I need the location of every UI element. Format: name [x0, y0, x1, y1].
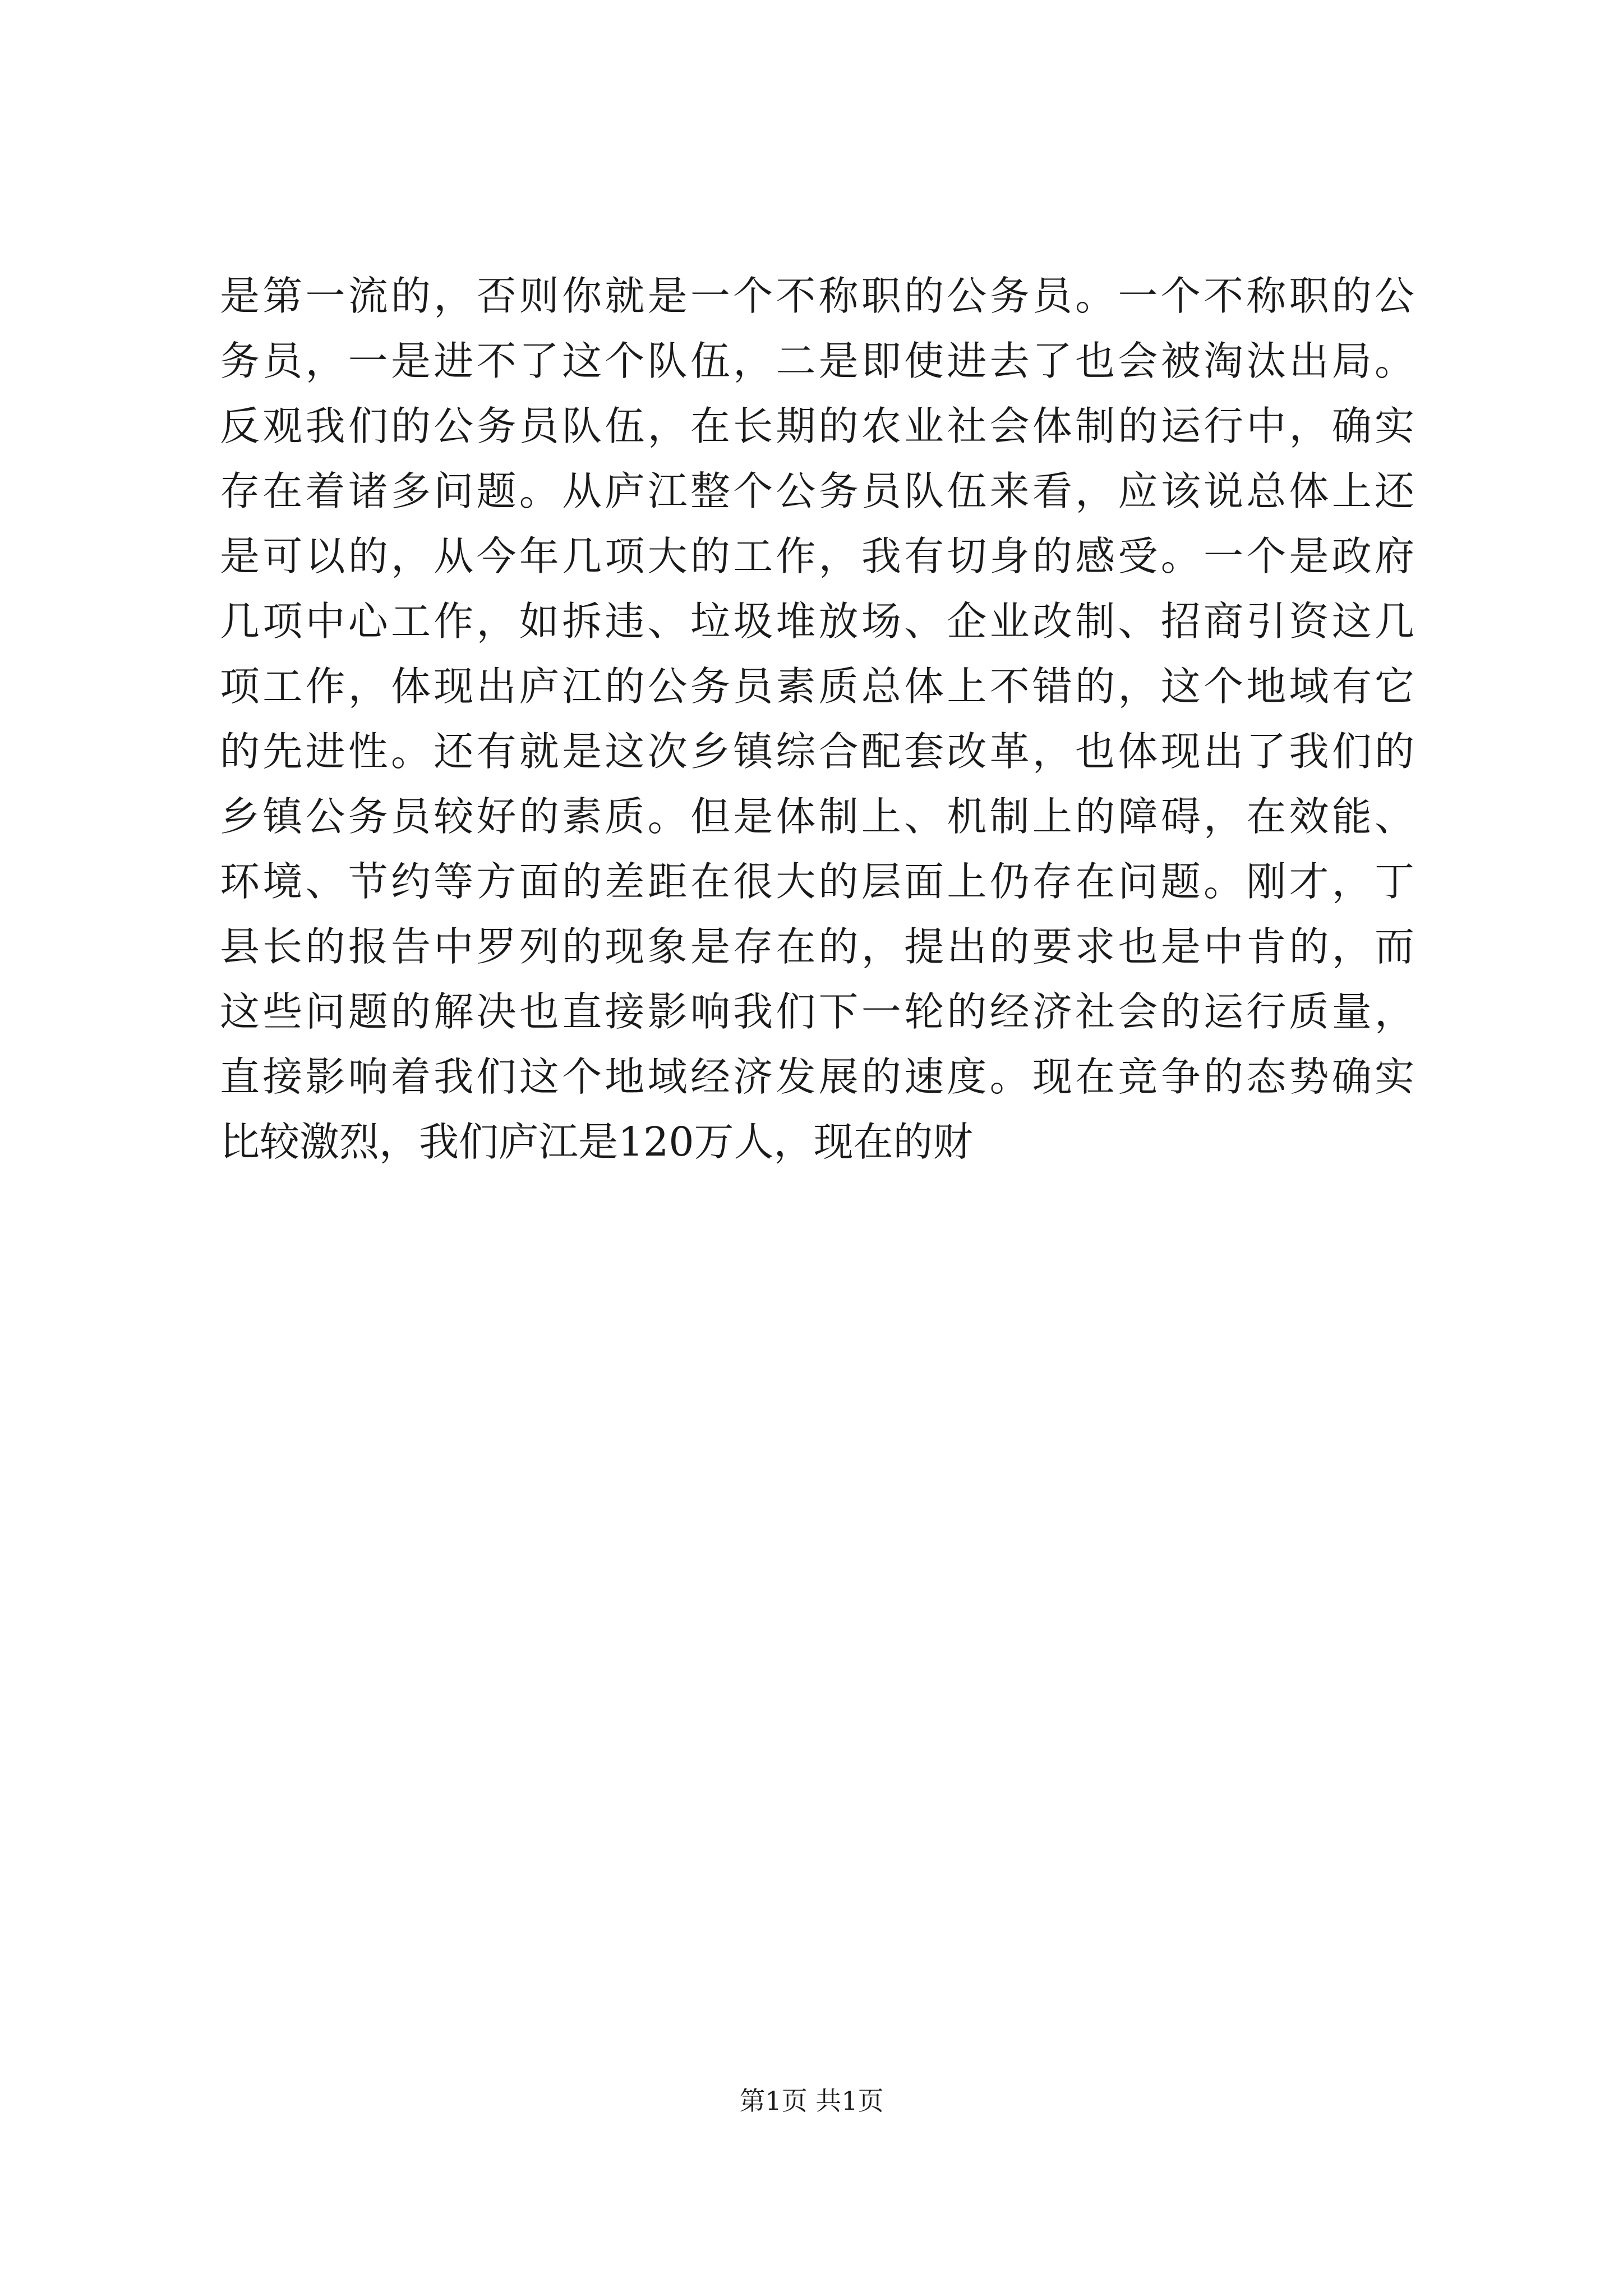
- text-line: 比较激烈，我们庐江是120万人，现在的财: [220, 1119, 973, 1165]
- text-line: 是第一流的，否则你就是一个不称职的公务员。一个不称职的公: [220, 273, 1414, 319]
- text-line: 项工作，体现出庐江的公务员素质总体上不错的，这个地域有它: [220, 663, 1414, 710]
- page-footer: 第1页 共1页: [739, 2086, 884, 2116]
- text-line: 乡镇公务员较好的素质。但是体制上、机制上的障碍，在效能、: [220, 793, 1414, 840]
- text-line: 存在着诸多问题。从庐江整个公务员队伍来看，应该说总体上还: [220, 468, 1414, 514]
- text-line: 反观我们的公务员队伍，在长期的农业社会体制的运行中，确实: [220, 403, 1414, 449]
- text-line: 县长的报告中罗列的现象是存在的，提出的要求也是中肯的，而: [220, 923, 1414, 970]
- text-line: 是可以的，从今年几项大的工作，我有切身的感受。一个是政府: [220, 533, 1414, 579]
- text-line: 的先进性。还有就是这次乡镇综合配套改革，也体现出了我们的: [220, 728, 1414, 775]
- text-line: 环境、节约等方面的差距在很大的层面上仍存在问题。刚才，丁: [220, 858, 1414, 905]
- text-line: 几项中心工作，如拆违、垃圾堆放场、企业改制、招商引资这几: [220, 598, 1414, 645]
- body-paragraph: [220, 264, 1414, 1175]
- text-line: 务员，一是进不了这个队伍，二是即使进去了也会被淘汰出局。: [220, 338, 1414, 384]
- text-line: 这些问题的解决也直接影响我们下一轮的经济社会的运行质量，: [220, 988, 1414, 1035]
- text-line: 直接影响着我们这个地域经济发展的速度。现在竞争的态势确实: [220, 1053, 1414, 1100]
